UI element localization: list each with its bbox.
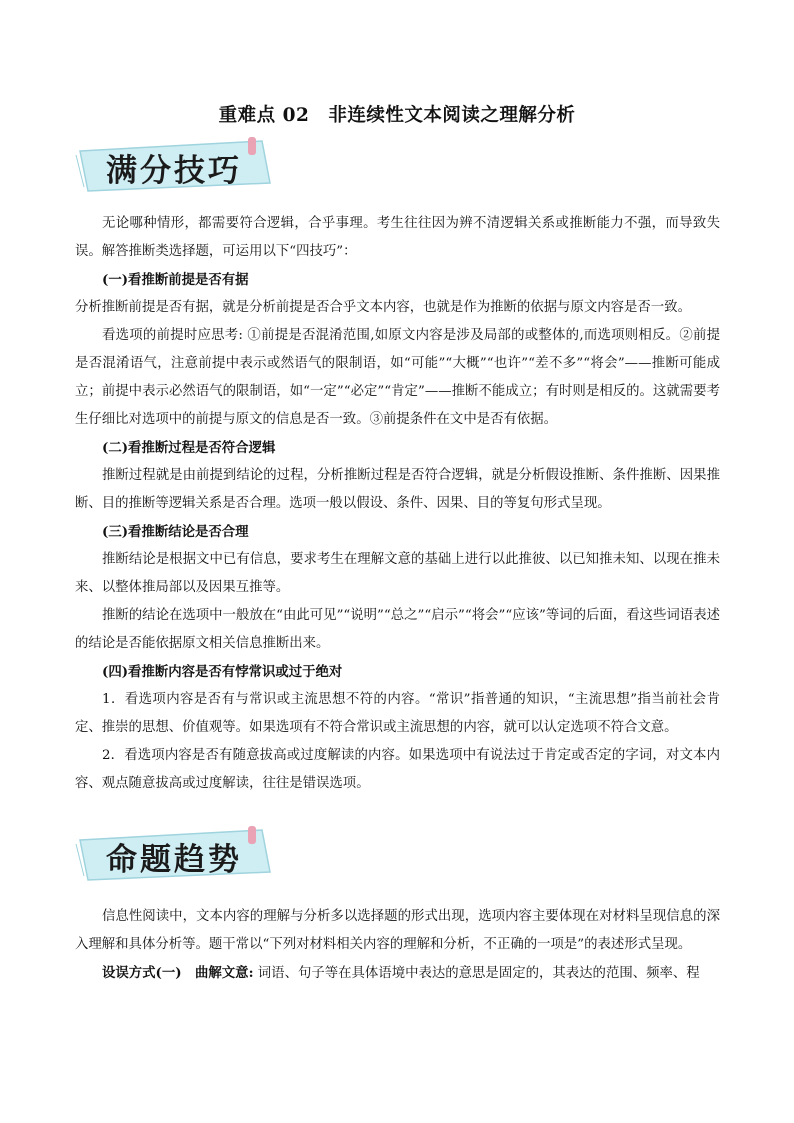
tips-heading: 满分技巧 xyxy=(106,153,242,189)
tips-subheading-2: (二)看推断过程是否符合逻辑 xyxy=(102,440,276,456)
trend-section xyxy=(75,903,720,988)
tips-intro: 无论哪种情形，都需要符合逻辑，合乎事理。考生往往因为辨不清逻辑关系或推断能力不强，而导致失误。解答推断类选择题，可运用以下“四技巧”： xyxy=(75,216,720,259)
tips-paragraph-1b: 看选项的前提时应思考: ①前提是否混淆范围,如原文内容是涉及局部的或整体的,而选项则相反。②前提是否混淆语气，注意前提中表示或然语气的限制语，如“可能”“大概”“也许”“差不多”“将会”——推断可能成立；前提中表示必然语气的限制语，如“一定”“必定”“肯定”——推断不能成立；有时则是相反的。这就需要考生仔细比对选项中的前提与原文的信息是否一致。③前提条件在文中是否有依据。 xyxy=(75,328,720,427)
tips-section xyxy=(75,210,720,798)
document-title: 重难点 02 非连续性文本阅读之理解分析 xyxy=(218,105,576,126)
tips-paragraph-1a: 分析推断前提是否有据，就是分析前提是否合乎文本内容，也就是作为推断的依据与原文内容是否一致。 xyxy=(75,300,691,315)
trend-heading: 命题趋势 xyxy=(106,842,242,878)
error-method-text: 词语、句子等在具体语境中表达的意思是固定的，其表达的范围、频率、程 xyxy=(253,966,700,981)
tips-subheading-4: (四)看推断内容是否有悖常识或过于绝对 xyxy=(102,664,343,680)
tips-subheading-1: (一)看推断前提是否有据 xyxy=(102,272,249,288)
error-method-label: 设误方式(一) 曲解文意: xyxy=(102,965,254,981)
tips-paragraph-4a: 1．看选项内容是否有与常识或主流思想不符的内容。“常识”指普通的知识，“主流思想”指当前社会肯定、推崇的思想、价值观等。如果选项有不符合常识或主流思想的内容，就可以认定选项不符合文意。 xyxy=(75,692,720,735)
tips-paragraph-4b: 2．看选项内容是否有随意拔高或过度解读的内容。如果选项中有说法过于肯定或否定的字词，对文本内容、观点随意拔高或过度解读，往往是错误选项。 xyxy=(75,748,720,791)
trend-paragraph-1: 信息性阅读中，文本内容的理解与分析多以选择题的形式出现，选项内容主要体现在对材料呈现信息的深入理解和具体分析等。题干常以“下列对材料相关内容的理解和分析，不正确的一项是”的表述形式呈现。 xyxy=(75,909,720,952)
trend-heading-banner xyxy=(74,826,272,884)
tips-subheading-3: (三)看推断结论是否合理 xyxy=(102,524,249,540)
tips-paragraph-2: 推断过程就是由前提到结论的过程，分析推断过程是否符合逻辑，就是分析假设推断、条件推断、因果推断、目的推断等逻辑关系是否合理。选项一般以假设、条件、因果、目的等复句形式呈现。 xyxy=(75,468,720,511)
tips-heading-banner xyxy=(74,137,272,195)
tips-paragraph-3b: 推断的结论在选项中一般放在“由此可见”“说明”“总之”“启示”“将会”“应该”等词的后面，看这些词语表述的结论是否能依据原文相关信息推断出来。 xyxy=(75,608,720,651)
trend-paragraph-2 xyxy=(75,959,720,988)
tips-paragraph-3a: 推断结论是根据文中已有信息，要求考生在理解文意的基础上进行以此推彼、以已知推未知、以现在推未来、以整体推局部以及因果互推等。 xyxy=(75,552,720,595)
